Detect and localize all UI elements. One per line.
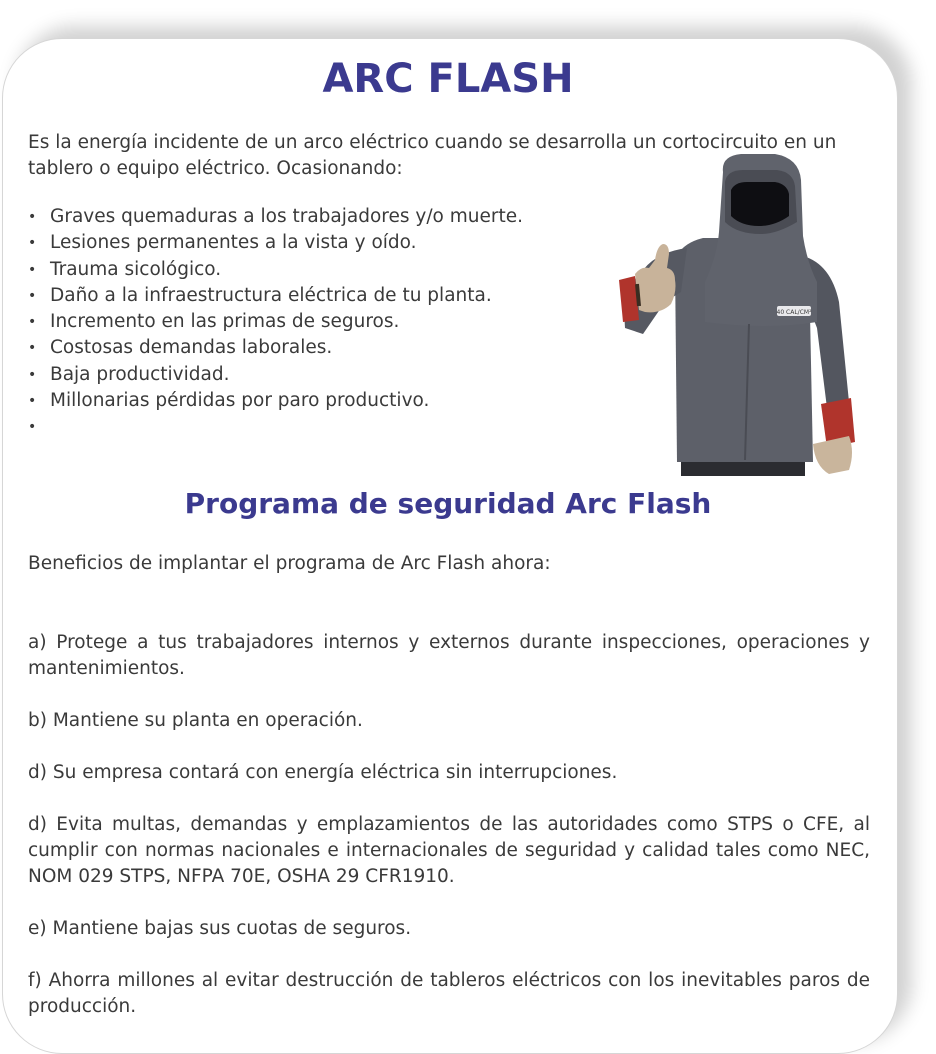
list-item: • Incremento en las primas de seguros.	[28, 309, 523, 335]
benefit-item: e) Mantiene bajas sus cuotas de seguros.	[28, 918, 412, 939]
benefit-item: f) Ahorra millones al evitar destrucción de tableros eléctricos con los inevitables paros de producción.	[28, 970, 870, 1017]
intro-paragraph: Es la energía incidente de un arco eléctrico cuando se desarrolla un cortocircuito en un tablero o equipo eléctrico. Ocasionando:	[28, 132, 837, 179]
benefit-item: b) Mantiene su planta en operación.	[28, 710, 363, 731]
thumbs-up-strap	[637, 284, 639, 306]
benefit-item: d) Su empresa contará con energía eléctrica sin interrupciones.	[28, 762, 618, 783]
list-item	[28, 414, 523, 440]
benefit-item: d) Evita multas, demandas y emplazamientos de las autoridades como STPS o CFE, al cumplir con normas nacionales e internacionales de seguridad y calidad tales como NEC, NOM 029 STPS, NFPA 70E, OSHA 29 CFR1910.	[28, 814, 870, 887]
list-item: • Costosas demandas laborales.	[28, 335, 523, 361]
visor-icon	[731, 182, 789, 226]
benefits-list	[28, 630, 870, 1046]
section-title: Programa de seguridad Arc Flash	[184, 487, 712, 520]
consequences-list	[28, 204, 523, 441]
arc-flash-suit-photo	[617, 152, 857, 476]
list-item: • Millonarias pérdidas por paro productivo.	[28, 388, 523, 414]
page-title: ARC FLASH	[322, 56, 574, 102]
right-glove-hand	[813, 436, 852, 474]
list-item: • Graves quemaduras a los trabajadores y/o muerte.	[28, 204, 523, 230]
benefits-intro: Beneficios de implantar el programa de Arc Flash ahora:	[28, 553, 551, 574]
list-item: • Trauma sicológico.	[28, 257, 523, 283]
list-item: • Baja productividad.	[28, 362, 523, 388]
benefit-item: a) Protege a tus trabajadores internos y externos durante inspecciones, operaciones y mantenimientos.	[28, 632, 870, 679]
list-item: • Lesiones permanentes a la vista y oído.	[28, 230, 523, 256]
list-item: • Daño a la infraestructura eléctrica de tu planta.	[28, 283, 523, 309]
rating-badge-label: 40 CAL/CM²	[776, 309, 812, 316]
